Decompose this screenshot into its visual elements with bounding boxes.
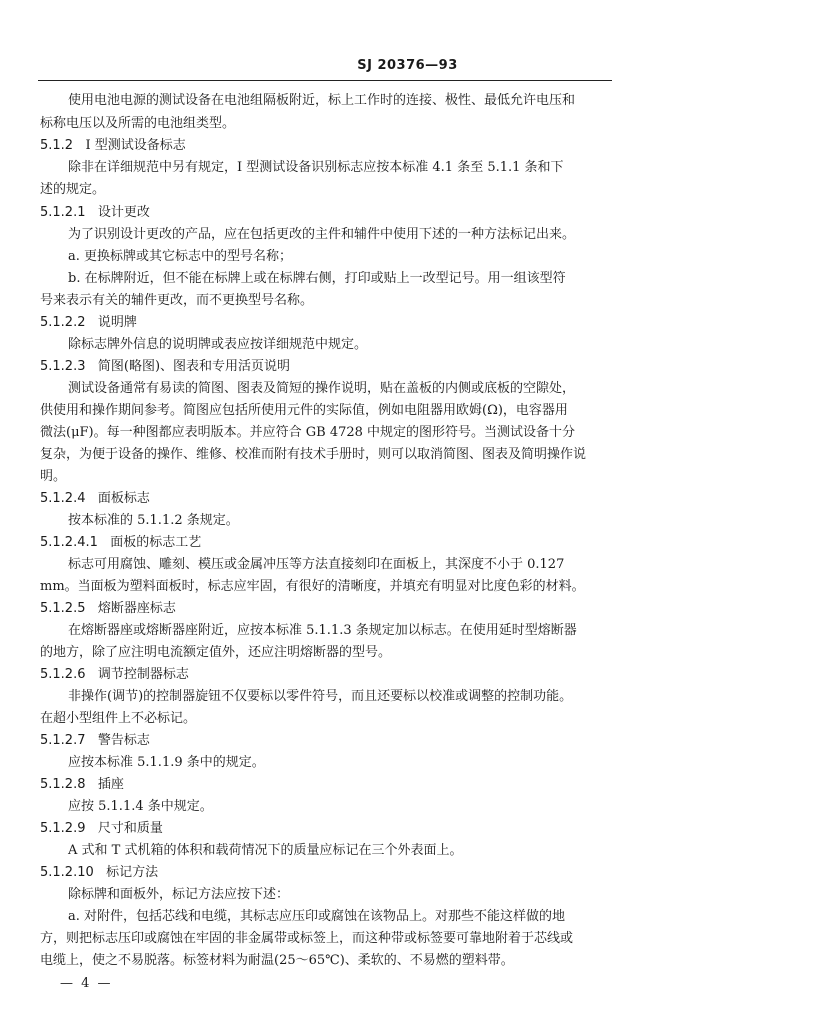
section-heading	[40, 138, 186, 154]
section-title: 调节控制器标志	[97, 667, 189, 682]
section-title: 熔断器座标志	[97, 601, 176, 616]
section-heading	[40, 601, 176, 617]
section-number: 5.1.2.3	[40, 359, 86, 374]
section-title: 插座	[97, 777, 124, 792]
body-line: 标志可用腐蚀、雕刻、模压或金属冲压等方法直接刻印在面板上，其深度不小于 0.127	[68, 557, 565, 572]
section-number: 5.1.2.9	[40, 821, 86, 836]
section-number: 5.1.2.4.1	[40, 535, 98, 550]
body-line: 在超小型组件上不必标记。	[40, 711, 197, 726]
body-line: 除标志牌外信息的说明牌或表应按详细规范中规定。	[68, 337, 368, 352]
body-line: 述的规定。	[40, 182, 106, 197]
section-number: 5.1.2.7	[40, 733, 86, 748]
list-item: b. 在标牌附近，但不能在标牌上或在标牌右侧，打印或贴上一改型记号。用一组该型符	[68, 271, 566, 286]
section-heading	[40, 733, 150, 749]
body-line: A 式和 T 式机箱的体积和载荷情况下的质量应标记在三个外表面上。	[68, 843, 463, 858]
body-line: 除标牌和面板外，标记方法应按下述：	[68, 887, 290, 902]
section-heading	[40, 821, 163, 837]
body-line: 为了识别设计更改的产品，应在包括更改的主件和辅件中使用下述的一种方法标记出来。	[68, 227, 576, 242]
document-number-header: SJ 20376—93	[357, 58, 458, 73]
body-line: 应按本标准 5.1.1.9 条中的规定。	[68, 755, 265, 770]
section-number: 5.1.2.10	[40, 865, 94, 880]
body-line: 复杂，为便于设备的操作、维修、校准而附有技术手册时，则可以取消简图、图表及简明操作说	[40, 447, 587, 462]
body-line: 测试设备通常有易读的简图、图表及简短的操作说明，贴在盖板的内侧或底板的空隙处，	[68, 381, 576, 396]
section-heading	[40, 359, 290, 375]
section-number: 5.1.2.1	[40, 205, 86, 220]
section-number: 5.1.2.4	[40, 491, 86, 506]
section-heading	[40, 205, 150, 221]
section-title: 说明牌	[97, 315, 137, 330]
section-heading	[40, 315, 137, 331]
body-line: 电缆上，使之不易脱落。标签材料为耐温(25～65℃)、柔软的、不易燃的塑料带。	[40, 953, 514, 968]
section-title: 尺寸和质量	[97, 821, 163, 836]
section-heading	[40, 667, 189, 683]
body-line: 标称电压以及所需的电池组类型。	[40, 116, 236, 131]
list-item: a. 对附件，包括芯线和电缆，其标志应压印或腐蚀在该物品上。对那些不能这样做的地	[68, 909, 566, 924]
list-item: a. 更换标牌或其它标志中的型号名称；	[68, 249, 293, 264]
body-line: 非操作(调节)的控制器旋钮不仅要标以零件符号，而且还要标以校准或调整的控制功能。	[68, 689, 573, 704]
section-heading	[40, 491, 150, 507]
body-line: 号来表示有关的辅件更改，而不更换型号名称。	[40, 293, 314, 308]
body-line: 方，则把标志压印或腐蚀在牢固的非金属带或标签上，而这种带或标签要可靠地附着于芯线或	[40, 931, 574, 946]
section-title: 设计更改	[97, 205, 150, 220]
body-line: 在熔断器座或熔断器座附近，应按本标准 5.1.1.3 条规定加以标志。在使用延时型熔断器	[68, 623, 577, 638]
section-heading	[40, 777, 124, 793]
body-line: 明。	[40, 469, 67, 484]
section-title: 标记方法	[106, 865, 159, 880]
body-line: 应按 5.1.1.4 条中规定。	[68, 799, 213, 814]
body-line: 使用电池电源的测试设备在电池组隔板附近，标上工作时的连接、极性、最低允许电压和	[68, 93, 576, 108]
section-heading	[40, 865, 158, 881]
section-title: I 型测试设备标志	[85, 138, 186, 153]
page-number: — 4 —	[60, 976, 113, 991]
section-title: 警告标志	[97, 733, 150, 748]
body-line: 微法(μF)。每一种图都应表明版本。并应符合 GB 4728 中规定的图形符号。当测试设备十分	[40, 425, 576, 440]
header-rule	[38, 80, 612, 81]
section-number: 5.1.2	[40, 138, 74, 153]
body-line: 的地方，除了应注明电流额定值外，还应注明熔断器的型号。	[40, 645, 392, 660]
body-line: 除非在详细规范中另有规定，I 型测试设备识别标志应按本标准 4.1 条至 5.1.1 条和下	[68, 160, 564, 175]
section-heading	[40, 535, 201, 551]
section-number: 5.1.2.2	[40, 315, 86, 330]
section-title: 面板标志	[97, 491, 150, 506]
section-number: 5.1.2.5	[40, 601, 86, 616]
section-number: 5.1.2.8	[40, 777, 86, 792]
section-title: 面板的标志工艺	[110, 535, 202, 550]
section-title: 简图(略图)、图表和专用活页说明	[97, 359, 291, 374]
section-number: 5.1.2.6	[40, 667, 86, 682]
body-line: 供使用和操作期间参考。简图应包括所使用元件的实际值，例如电阻器用欧姆(Ω)，电容器用	[40, 403, 568, 418]
body-line: 按本标准的 5.1.1.2 条规定。	[68, 513, 239, 528]
body-line: mm。当面板为塑料面板时，标志应牢固，有很好的清晰度，并填充有明显对比度色彩的材料。	[40, 579, 585, 594]
